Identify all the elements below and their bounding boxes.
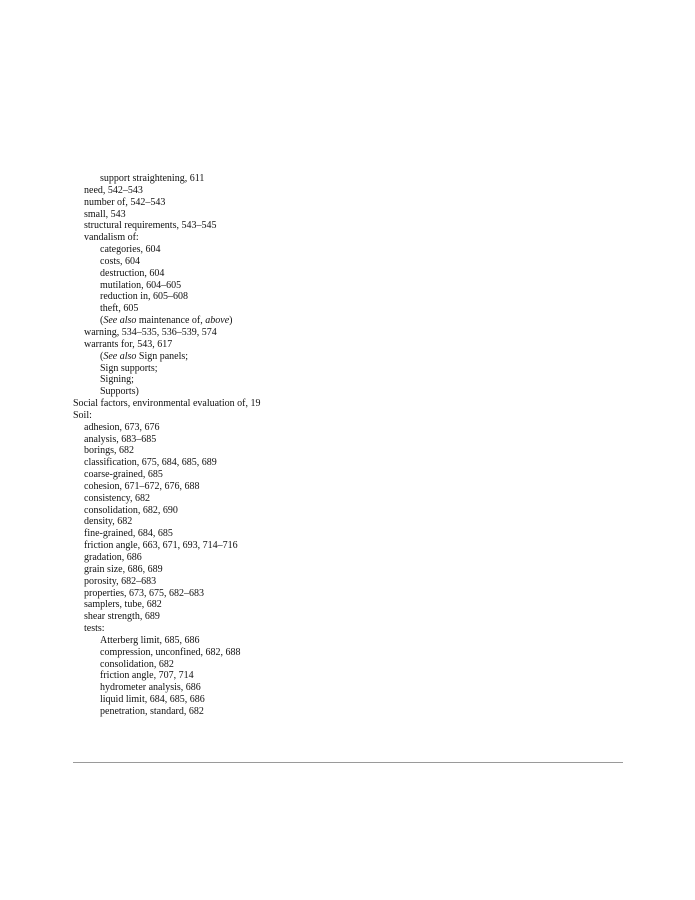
index-subentry: [73, 564, 633, 576]
index-subentry: [73, 623, 633, 635]
entry-text: samplers, tube, 682: [84, 599, 162, 611]
index-subentry: [73, 611, 633, 623]
index-subentry: [73, 528, 633, 540]
index-subsubentry: [73, 363, 633, 375]
entry-text: adhesion, 673, 676: [84, 421, 160, 433]
entry-text: ): [229, 315, 233, 327]
index-subsubentry: [73, 256, 633, 268]
entry-text: warning, 534–535, 536–539, 574: [84, 326, 217, 338]
italic-text: above: [205, 315, 230, 327]
index-subentry: [73, 339, 633, 351]
index-subentry: [73, 516, 633, 528]
entry-text: Sign panels;: [136, 350, 189, 362]
index-column: [73, 173, 633, 718]
index-subsubentry: [73, 682, 633, 694]
entry-text: classification, 675, 684, 685, 689: [84, 457, 217, 469]
index-subsubentry: [73, 280, 633, 292]
entry-text: Social factors, environmental evaluation of, 19: [73, 398, 261, 410]
index-subentry: [73, 588, 633, 600]
index-subentry: [73, 493, 633, 505]
index-subsubentry: [73, 291, 633, 303]
entry-text: tests:: [84, 623, 105, 635]
entry-text: properties, 673, 675, 682–683: [84, 587, 204, 599]
index-main-entry: [73, 398, 633, 410]
entry-text: grain size, 686, 689: [84, 563, 163, 575]
index-subsubentry: [73, 386, 633, 398]
entry-text: Atterberg limit, 685, 686: [100, 634, 200, 646]
entry-text: analysis, 683–685: [84, 433, 157, 445]
entry-text: destruction, 604: [100, 267, 165, 279]
index-subentry: [73, 197, 633, 209]
entry-text: penetration, standard, 682: [100, 705, 204, 717]
entry-text: costs, 604: [100, 255, 140, 267]
entry-text: (: [100, 315, 104, 327]
index-subentry: [73, 220, 633, 232]
index-subentry: [73, 552, 633, 564]
index-subentry: [73, 209, 633, 221]
entry-text: categories, 604: [100, 244, 161, 256]
index-subsubentry: [73, 647, 633, 659]
entry-text: borings, 682: [84, 445, 134, 457]
italic-text: See also: [103, 315, 137, 327]
entry-text: consolidation, 682: [100, 658, 174, 670]
entry-text: hydrometer analysis, 686: [100, 682, 201, 694]
entry-text: mutilation, 604–605: [100, 279, 182, 291]
index-subsubentry: [73, 659, 633, 671]
entry-text: friction angle, 663, 671, 693, 714–716: [84, 540, 238, 552]
entry-text: density, 682: [84, 516, 133, 528]
entry-text: porosity, 682–683: [84, 575, 157, 587]
entry-text: shear strength, 689: [84, 611, 160, 623]
entry-text: cohesion, 671–672, 676, 688: [84, 480, 200, 492]
index-subentry: [73, 599, 633, 611]
index-subsubentry: [73, 706, 633, 718]
index-subentry: [73, 540, 633, 552]
index-subentry: [73, 505, 633, 517]
index-subentry: [73, 422, 633, 434]
entry-text: coarse-grained, 685: [84, 469, 163, 481]
index-subentry: [73, 232, 633, 244]
entry-text: consistency, 682: [84, 492, 151, 504]
index-subentry: [73, 327, 633, 339]
entry-text: fine-grained, 684, 685: [84, 528, 173, 540]
entry-text: liquid limit, 684, 685, 686: [100, 694, 205, 706]
index-subentry: [73, 481, 633, 493]
index-subsubentry: [73, 244, 633, 256]
index-main-entry: [73, 410, 633, 422]
entry-text: gradation, 686: [84, 552, 142, 563]
entry-text: small, 543: [84, 208, 126, 220]
index-subsubentry: [73, 351, 633, 363]
entry-text: theft, 605: [100, 303, 139, 315]
entry-text: friction angle, 707, 714: [100, 670, 194, 682]
entry-text: Supports): [100, 386, 139, 398]
index-subentry: [73, 434, 633, 446]
index-subsubentry: [73, 268, 633, 280]
footer-rule: [73, 762, 623, 763]
index-subentry: [73, 469, 633, 481]
entry-text: Soil:: [73, 409, 92, 421]
index-subentry: [73, 457, 633, 469]
index-subentry: [73, 576, 633, 588]
entry-text: warrants for, 543, 617: [84, 338, 173, 350]
entry-text: compression, unconfined, 682, 688: [100, 646, 241, 658]
index-subsubentry: [73, 173, 633, 185]
entry-text: consolidation, 682, 690: [84, 504, 178, 516]
entry-text: Signing;: [100, 374, 134, 386]
entry-text: support straightening, 611: [100, 173, 205, 184]
entry-text: maintenance of,: [136, 315, 206, 327]
index-subsubentry: [73, 303, 633, 315]
entry-text: vandalism of:: [84, 232, 139, 244]
index-subsubentry: [73, 635, 633, 647]
index-subsubentry: [73, 670, 633, 682]
index-subsubentry: [73, 374, 633, 386]
index-subsubentry: [73, 694, 633, 706]
entry-text: reduction in, 605–608: [100, 291, 189, 303]
index-subsubentry: [73, 315, 633, 327]
index-subentry: [73, 185, 633, 197]
entry-text: number of, 542–543: [84, 196, 166, 208]
entry-text: need, 542–543: [84, 184, 143, 196]
index-subentry: [73, 445, 633, 457]
italic-text: See also: [103, 350, 137, 362]
entry-text: Sign supports;: [100, 362, 158, 374]
entry-text: structural requirements, 543–545: [84, 220, 217, 232]
entry-text: (: [100, 350, 104, 362]
